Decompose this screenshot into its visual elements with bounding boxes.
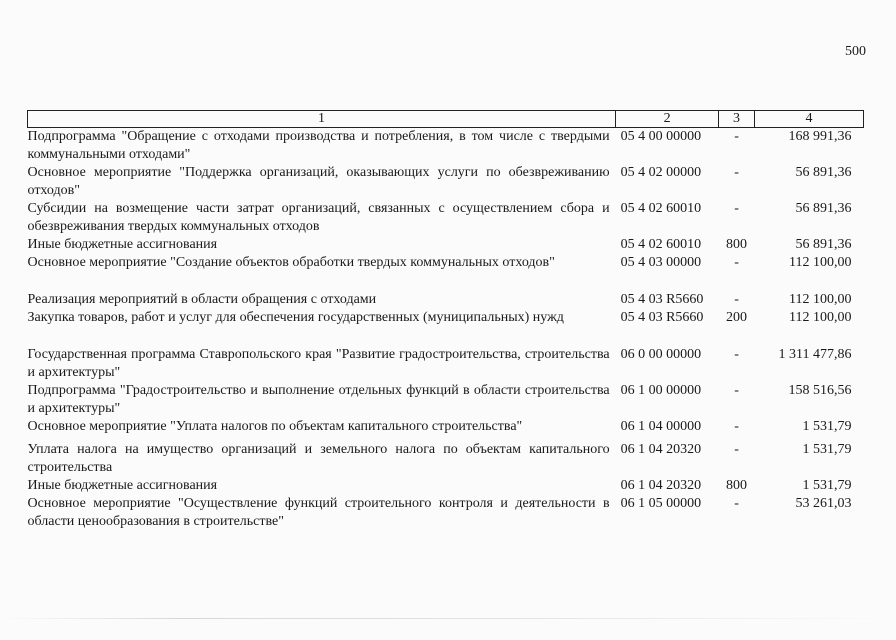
- page-number: 500: [845, 44, 866, 59]
- row-kind: -: [734, 201, 739, 216]
- table-row: [28, 495, 864, 531]
- row-name: Иные бюджетные ассигнования: [27, 237, 218, 252]
- row-code: 05 4 03 00000: [620, 255, 702, 270]
- row-code: 06 1 04 20320: [620, 442, 702, 457]
- row-name: Основное мероприятие "Поддержка организаций, оказывающих услуги по обезвреживанию отходов": [27, 165, 610, 198]
- scan-edge-line: [0, 618, 896, 619]
- table-row: [28, 164, 864, 200]
- row-code: 06 1 04 20320: [620, 478, 702, 493]
- table-row: [28, 382, 864, 418]
- header-col-4: 4: [755, 111, 864, 128]
- row-name: Иные бюджетные ассигнования: [27, 478, 218, 493]
- header-col-1: 1: [28, 111, 616, 128]
- budget-table: [27, 110, 864, 531]
- row-name: Основное мероприятие "Осуществление функций строительного контроля и деятельности в области ценообразования в строительстве": [27, 496, 610, 529]
- row-code: 05 4 02 60010: [620, 237, 702, 252]
- row-sum: 1 311 477,86: [778, 347, 852, 362]
- row-sum: 56 891,36: [795, 165, 852, 180]
- table-row: [28, 254, 864, 291]
- row-code: 05 4 00 00000: [620, 129, 702, 144]
- row-code: 06 1 04 00000: [620, 419, 702, 434]
- row-sum: 158 516,56: [788, 383, 852, 398]
- row-code: 05 4 02 00000: [620, 165, 702, 180]
- row-code: 06 1 05 00000: [620, 496, 702, 511]
- row-code: 05 4 03 R5660: [620, 310, 704, 325]
- row-sum: 1 531,79: [802, 442, 852, 457]
- row-sum: 112 100,00: [789, 292, 852, 307]
- table-row: [28, 309, 864, 346]
- row-name: Основное мероприятие "Создание объектов обработки твердых коммунальных отходов": [27, 255, 555, 270]
- row-name: Государственная программа Ставропольского края "Развитие градостроительства, строительства и архитектуры": [27, 347, 610, 380]
- table-row: [28, 346, 864, 382]
- row-name: Закупка товаров, работ и услуг для обеспечения государственных (муниципальных) нужд: [27, 310, 564, 325]
- row-kind: -: [734, 383, 739, 398]
- table-header-row: [28, 111, 864, 128]
- row-kind: 800: [726, 478, 748, 493]
- row-kind: -: [734, 419, 739, 434]
- row-kind: 800: [726, 237, 748, 252]
- table-row: [28, 200, 864, 236]
- row-sum: 1 531,79: [802, 478, 852, 493]
- row-kind: -: [734, 255, 739, 270]
- row-kind: -: [734, 496, 739, 511]
- row-sum: 56 891,36: [795, 237, 852, 252]
- row-code: 06 1 00 00000: [620, 383, 702, 398]
- row-name: Уплата налога на имущество организаций и земельного налога по объектам капитального строительства: [27, 442, 610, 475]
- row-code: 05 4 03 R5660: [620, 292, 704, 307]
- header-col-3: 3: [719, 111, 755, 128]
- row-name: Подпрограмма "Обращение с отходами производства и потребления, в том числе с твердыми коммунальными отходами": [27, 129, 610, 162]
- table-row: [28, 477, 864, 495]
- row-sum: 168 991,36: [788, 129, 852, 144]
- table-row: [28, 441, 864, 477]
- table-row: [28, 291, 864, 309]
- row-sum: 56 891,36: [795, 201, 852, 216]
- row-kind: -: [734, 129, 739, 144]
- row-kind: -: [734, 442, 739, 457]
- row-code: 06 0 00 00000: [620, 347, 702, 362]
- row-kind: 200: [726, 310, 748, 325]
- row-name: Основное мероприятие "Уплата налогов по объектам капитального строительства": [27, 419, 523, 434]
- table-row: [28, 236, 864, 254]
- table-row: [28, 418, 864, 441]
- row-name: Субсидии на возмещение части затрат организаций, связанных с осуществлением сбора и обезвреживания твердых коммунальных отходов: [27, 201, 610, 234]
- row-code: 05 4 02 60010: [620, 201, 702, 216]
- row-sum: 112 100,00: [789, 255, 852, 270]
- table-row: [28, 128, 864, 165]
- row-kind: -: [734, 165, 739, 180]
- row-sum: 1 531,79: [802, 419, 852, 434]
- row-kind: -: [734, 347, 739, 362]
- row-name: Подпрограмма "Градостроительство и выполнение отдельных функций в области строительства и архитектуры": [27, 383, 610, 416]
- header-col-2: 2: [616, 111, 719, 128]
- row-sum: 53 261,03: [795, 496, 852, 511]
- row-kind: -: [734, 292, 739, 307]
- row-sum: 112 100,00: [789, 310, 852, 325]
- row-name: Реализация мероприятий в области обращения с отходами: [27, 292, 377, 307]
